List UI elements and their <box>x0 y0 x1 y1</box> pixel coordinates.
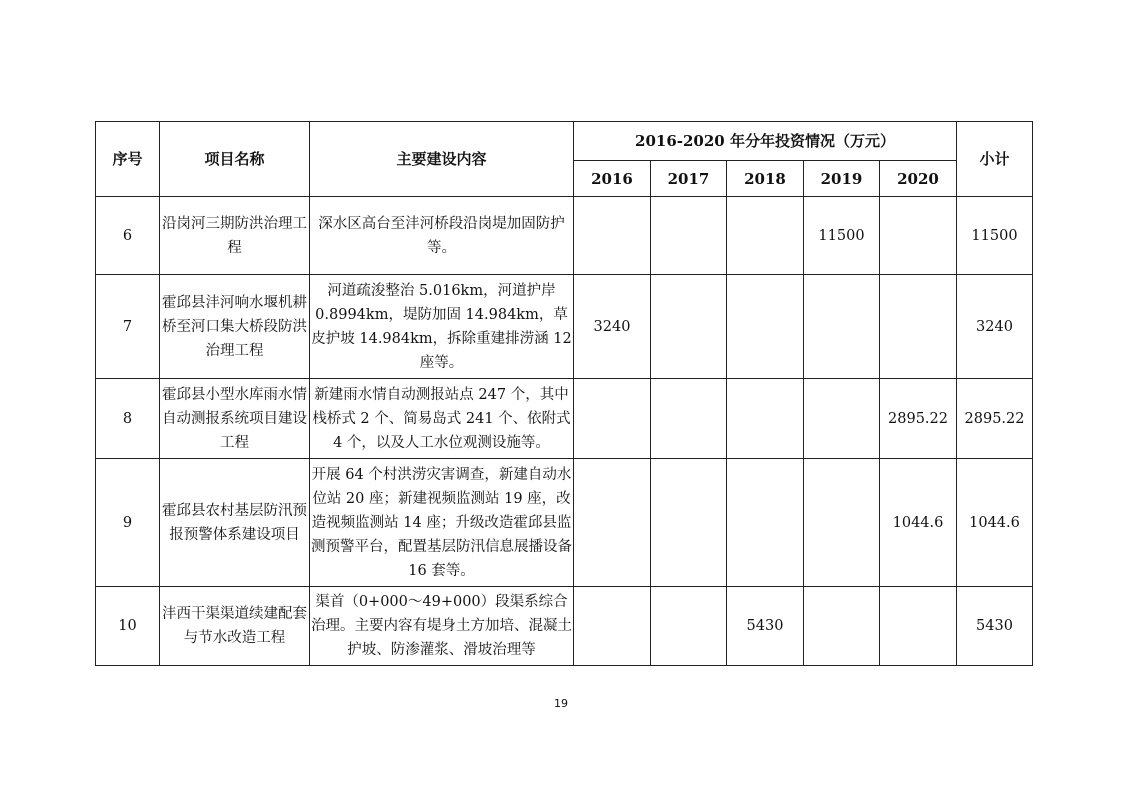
row-2019 <box>804 379 880 459</box>
table-row <box>96 459 1033 587</box>
row-2020 <box>880 275 957 379</box>
row-no: 9 <box>96 459 160 587</box>
header-content: 主要建设内容 <box>310 122 574 197</box>
row-2020: 1044.6 <box>880 459 957 587</box>
page-number: 19 <box>554 697 568 710</box>
row-no: 10 <box>96 587 160 666</box>
header-year-2017: 2017 <box>651 161 727 197</box>
header-name: 项目名称 <box>160 122 310 197</box>
row-2017 <box>651 587 727 666</box>
header-invest-group: 2016-2020 年分年投资情况（万元） <box>574 122 957 161</box>
row-2016 <box>574 197 651 275</box>
table-row <box>96 197 1033 275</box>
row-2019 <box>804 459 880 587</box>
row-name: 霍邱县小型水库雨水情自动测报系统项目建设工程 <box>160 379 310 459</box>
row-no: 8 <box>96 379 160 459</box>
row-subtotal: 1044.6 <box>957 459 1033 587</box>
header-no: 序号 <box>96 122 160 197</box>
row-2016: 3240 <box>574 275 651 379</box>
table-row <box>96 379 1033 459</box>
header-year-2016: 2016 <box>574 161 651 197</box>
header-year-2018: 2018 <box>727 161 804 197</box>
row-2017 <box>651 197 727 275</box>
table-row <box>96 275 1033 379</box>
row-2018 <box>727 197 804 275</box>
row-content: 新建雨水情自动测报站点 247 个，其中栈桥式 2 个、简易岛式 241 个、依附式 4 个，以及人工水位观测设施等。 <box>310 379 574 459</box>
row-name: 沣西干渠渠道续建配套与节水改造工程 <box>160 587 310 666</box>
investment-table <box>95 121 1033 666</box>
header-subtotal: 小计 <box>957 122 1033 197</box>
row-name: 霍邱县农村基层防汛预报预警体系建设项目 <box>160 459 310 587</box>
row-2020 <box>880 587 957 666</box>
row-content: 渠首（0+000～49+000）段渠系综合治理。主要内容有堤身土方加培、混凝土护坡、防渗灌浆、滑坡治理等 <box>310 587 574 666</box>
row-2020 <box>880 197 957 275</box>
row-2016 <box>574 459 651 587</box>
row-2020: 2895.22 <box>880 379 957 459</box>
row-2018 <box>727 459 804 587</box>
row-subtotal: 11500 <box>957 197 1033 275</box>
row-subtotal: 3240 <box>957 275 1033 379</box>
row-2019 <box>804 587 880 666</box>
row-2018 <box>727 275 804 379</box>
row-name: 沿岗河三期防洪治理工程 <box>160 197 310 275</box>
row-2018: 5430 <box>727 587 804 666</box>
row-2016 <box>574 379 651 459</box>
row-2016 <box>574 587 651 666</box>
row-2017 <box>651 275 727 379</box>
row-2019: 11500 <box>804 197 880 275</box>
row-content: 开展 64 个村洪涝灾害调查，新建自动水位站 20 座；新建视频监测站 19 座，改造视频监测站 14 座；升级改造霍邱县监测预警平台，配置基层防汛信息展播设备 16 套等。 <box>310 459 574 587</box>
row-subtotal: 5430 <box>957 587 1033 666</box>
row-name: 霍邱县沣河响水堰机耕桥至河口集大桥段防洪治理工程 <box>160 275 310 379</box>
row-content: 河道疏浚整治 5.016km，河道护岸 0.8994km，堤防加固 14.984km，草皮护坡 14.984km，拆除重建排涝涵 12 座等。 <box>310 275 574 379</box>
table-row <box>96 587 1033 666</box>
row-no: 6 <box>96 197 160 275</box>
row-content: 深水区高台至沣河桥段沿岗堤加固防护等。 <box>310 197 574 275</box>
row-2017 <box>651 379 727 459</box>
header-year-2020: 2020 <box>880 161 957 197</box>
row-2019 <box>804 275 880 379</box>
row-subtotal: 2895.22 <box>957 379 1033 459</box>
row-2018 <box>727 379 804 459</box>
header-year-2019: 2019 <box>804 161 880 197</box>
row-no: 7 <box>96 275 160 379</box>
row-2017 <box>651 459 727 587</box>
